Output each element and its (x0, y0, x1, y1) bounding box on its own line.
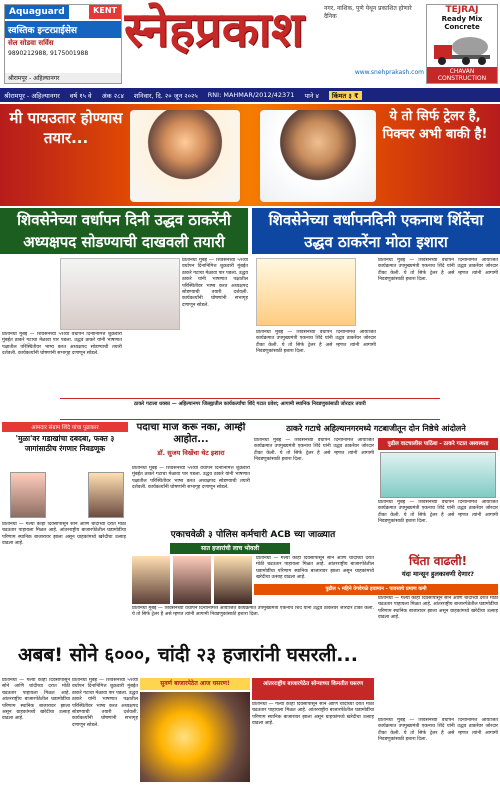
section2-mid-sub: डॉ. सुजय विखेंचा थेट इशारा (157, 449, 225, 457)
gold-photo (140, 692, 250, 782)
bottom-headline: अबब! सोने ६०००, चांदी २३ हजारांनी घसरली... (18, 644, 358, 666)
bottom-body-right: प्रतिनिधी — गेल्या काही दिवसांपासून सोने आणि चांदीच्या दरात मोठी चढउतार पाहायला मिळत आहे. आंतरराष्ट्रीय बाजारपेठेतील घडामोडींचा परिणाम स्थानिक बाजारावर झाला असून ग्राहकांमध्ये खरेदीचा उत्साह वाढला आहे. (252, 702, 374, 727)
masthead-title: स्नेहप्रकाश (124, 2, 304, 58)
bottom-body-far-right: प्रतिनिधी मुंबई — शिवसेनेच्या वर्धापन दिनानिमित्त आयोजित कार्यक्रमात उपमुख्यमंत्री एकनाथ शिंदे यांनी उद्धव ठाकरेंवर जोरदार टीका केली. ये तो सिर्फ ट्रेलर है असे म्हणत त्यांनी आगामी निवडणुकांसाठी इशारा दिला. (378, 718, 498, 743)
ad-subtitle: सेल सोडवा सर्विस (8, 39, 54, 47)
section2-left (2, 422, 128, 468)
story-right-body-a: प्रतिनिधी मुंबई — शिवसेनेच्या वर्धापन दिनानिमित्त आयोजित कार्यक्रमात उपमुख्यमंत्री एकनाथ शिंदे यांनी उद्धव ठाकरेंवर जोरदार टीका केली. ये तो सिर्फ ट्रेलर है असे म्हणत त्यांनी आगामी निवडणुकांसाठी इशारा दिला. (256, 330, 376, 355)
strip-rni: RNI: MAHMAR/2012/42371 (207, 91, 295, 99)
chinta-sub: यंदा मान्सून हुलकावणी देणार? (401, 570, 475, 578)
story-right-body-b: प्रतिनिधी मुंबई — शिवसेनेच्या वर्धापन दिनानिमित्त आयोजित कार्यक्रमात उपमुख्यमंत्री एकनाथ शिंदे यांनी उद्धव ठाकरेंवर जोरदार टीका केली. ये तो सिर्फ ट्रेलर है असे म्हणत त्यांनी आगामी निवडणुकांसाठी इशारा दिला. (378, 258, 498, 283)
ad-brand: Aquaguard (5, 5, 69, 19)
ad-right-subtitle: Ready Mix Concrete (441, 15, 483, 31)
ad-phone: 9890212988, 9175001988 (8, 50, 89, 57)
ad-right (426, 4, 498, 84)
shinde-photo (260, 110, 376, 202)
section2-right-body: प्रतिनिधी मुंबई — शिवसेनेच्या वर्धापन दिनानिमित्त आयोजित कार्यक्रमात उपमुख्यमंत्री एकनाथ शिंदे यांनी उद्धव ठाकरेंवर जोरदार टीका केली. ये तो सिर्फ ट्रेलर है असे म्हणत त्यांनी आगामी निवडणुकांसाठी इशारा दिला. (254, 438, 374, 463)
section2-right-strip: पुढील वाटचालीस पाठिंबा - ठाकरे गटात अस्वस्थता (378, 438, 498, 450)
section2-right-photo (380, 452, 496, 498)
section2-left-badge: आमदार संग्राम शिंदे यांचा पुढाकार (2, 422, 128, 432)
section2-mid-body: प्रतिनिधी मुंबई — शिवसेनेच्या ५९व्या वर्धापन दिनानिमित्त शुक्रवारी मुंबईत ठाकरे गटाचा मेळावा पार पडला. उद्धव ठाकरे यांनी भाषणात पक्षातील परिस्थितीवर भाष्य करत अध्यक्षपद सोडण्याची तयारी दर्शवली. कार्यकर्त्यांनी घोषणांनी सभागृह दणाणून सोडले. (132, 466, 250, 491)
masthead-tagline: नगर, नाशिक, पुणे येथून प्रकाशित होणारे दैनिक (324, 5, 412, 20)
strip-price: किंमत ३ ₹ (329, 91, 362, 100)
section2-left-photo (10, 472, 46, 518)
story-right-photo (256, 258, 356, 326)
acb-photos (132, 556, 252, 604)
mixer-truck-icon (427, 31, 497, 67)
acb-body: प्रतिनिधी — गेल्या काही दिवसांपासून सोने आणि चांदीच्या दरात मोठी चढउतार पाहायला मिळत आहे. आंतरराष्ट्रीय बाजारपेठेतील घडामोडींचा परिणाम स्थानिक बाजारावर झाला असून ग्राहकांमध्ये खरेदीचा उत्साह वाढला आहे. (256, 556, 374, 581)
uddhav-photo (130, 110, 240, 202)
section2-mid-title: पदाचा माज करू नका, आम्ही आहोत... (136, 422, 246, 445)
ad-title: स्वस्तिक इन्टरप्राईसेस (5, 21, 121, 38)
story-left-body-b: प्रतिनिधी मुंबई — शिवसेनेच्या ५९व्या वर्धापन दिनानिमित्त शुक्रवारी मुंबईत ठाकरे गटाचा मेळावा पार पडला. उद्धव ठाकरे यांनी भाषणात पक्षातील परिस्थितीवर भाष्य करत अध्यक्षपद सोडण्याची तयारी दर्शवली. कार्यकर्त्यांनी घोषणांनी सभागृह दणाणून सोडले. (182, 258, 248, 308)
section2-left-body: प्रतिनिधी — गेल्या काही दिवसांपासून सोने आणि चांदीच्या दरात मोठी चढउतार पाहायला मिळत आहे. आंतरराष्ट्रीय बाजारपेठेतील घडामोडींचा परिणाम स्थानिक बाजारावर झाला असून ग्राहकांमध्ये खरेदीचा उत्साह वाढला आहे. (2, 522, 126, 547)
strip-city: श्रीरामपूर - अहिल्यानगर (4, 91, 60, 100)
masthead-website[interactable]: www.snehprakash.com (354, 69, 424, 76)
acb-title: एकाचवेळी ३ पोलिस कर्मचारी ACB च्या जाळ्यात (170, 530, 336, 540)
chinta-block (378, 552, 498, 582)
chinta-body: प्रतिनिधी — गेल्या काही दिवसांपासून सोने आणि चांदीच्या दरात मोठी चढउतार पाहायला मिळत आहे. आंतरराष्ट्रीय बाजारपेठेतील घडामोडींचा परिणाम स्थानिक बाजारावर झाला असून ग्राहकांमध्ये खरेदीचा उत्साह वाढला आहे. (378, 596, 498, 621)
bottom-right-bar: आंतरराष्ट्रीय बाजारपेठेत सोन्याच्या किमतीत घसरण (252, 678, 374, 700)
section2-right-body2: प्रतिनिधी मुंबई — शिवसेनेच्या वर्धापन दिनानिमित्त आयोजित कार्यक्रमात उपमुख्यमंत्री एकनाथ शिंदे यांनी उद्धव ठाकरेंवर जोरदार टीका केली. ये तो सिर्फ ट्रेलर है असे म्हणत त्यांनी आगामी निवडणुकांसाठी इशारा दिला. (378, 500, 498, 525)
section2-left-photo2 (88, 472, 124, 518)
chinta-strip: पुढील ५ महिने वेगवेगळे हवामान - पावसाचे प्रमाण कमी (254, 584, 498, 595)
acb-body2: प्रतिनिधी मुंबई — शिवसेनेच्या वर्धापन दिनानिमित्त आयोजित कार्यक्रमात उपमुख्यमंत्री एकनाथ शिंदे यांनी उद्धव ठाकरेंवर जोरदार टीका केली. ये तो सिर्फ ट्रेलर है असे म्हणत त्यांनी आगामी निवडणुकांसाठी इशारा दिला. (132, 606, 374, 618)
gold-strip: सुवर्ण बाजारपेठेत आज घसरण! (140, 678, 250, 690)
info-strip (0, 88, 500, 102)
headline-right: शिवसेनेच्या वर्धापनदिनी एकनाथ शिंदेंचा उद्धव ठाकरेंना मोठा इशारा (252, 208, 500, 254)
top-banner (0, 104, 500, 206)
acb-sub: सात हजारांची लाच भोवली (170, 543, 290, 554)
acb-photo-2 (173, 556, 211, 604)
ad-left (4, 4, 122, 84)
strip-year: वर्ष १५ वे (69, 91, 92, 100)
section2-mid (132, 422, 250, 464)
strip-pages: पाने ४ (304, 91, 319, 100)
strip-date: शनिवार, दि. २० जून २०२५ (133, 91, 198, 100)
banner-right-quote: ये तो सिर्फ ट्रेलर है, पिक्चर अभी बाकी है! (382, 109, 488, 142)
ad-right-title: TEJRAJ (445, 5, 479, 15)
acb-photo-1 (132, 556, 170, 604)
bottom-headline-wrap (2, 636, 374, 676)
story-left-body-a: प्रतिनिधी मुंबई — शिवसेनेच्या ५९व्या वर्धापन दिनानिमित्त शुक्रवारी मुंबईत ठाकरे गटाचा मेळावा पार पडला. उद्धव ठाकरे यांनी भाषणात पक्षातील परिस्थितीवर भाष्य करत अध्यक्षपद सोडण्याची तयारी दर्शवली. कार्यकर्त्यांनी घोषणांनी सभागृह दणाणून सोडले. (2, 332, 122, 357)
banner-left-quote: मी पायउतार होण्यास तयार... (9, 109, 123, 147)
bottom-body-left: प्रतिनिधी — गेल्या काही दिवसांपासून सोने आणि चांदीच्या दरात मोठी चढउतार पाहायला मिळत आहे. आंतरराष्ट्रीय बाजारपेठेतील घडामोडींचा परिणाम स्थानिक बाजारावर झाला असून ग्राहकांमध्ये खरेदीचा उत्साह वाढला आहे. (2, 678, 70, 722)
acb-photo-3 (214, 556, 252, 604)
ad-brand2: KENT (89, 5, 121, 19)
bottom-body-left2: प्रतिनिधी मुंबई — शिवसेनेच्या ५९व्या वर्धापन दिनानिमित्त शुक्रवारी मुंबईत ठाकरे गटाचा मेळावा पार पडला. उद्धव ठाकरे यांनी भाषणात पक्षातील परिस्थितीवर भाष्य करत अध्यक्षपद सोडण्याची तयारी दर्शवली. कार्यकर्त्यांनी घोषणांनी सभागृह दणाणून सोडले. (72, 678, 138, 728)
strip-issue: अंक २८४ (101, 91, 124, 100)
ad-right-sub2: CHAVAN CONSTRUCTION (427, 67, 497, 83)
mid-strip: ठाकरे गटाला धक्का — अहिल्यानगर जिल्ह्यातील कार्यकर्त्यांचा शिंदे गटात प्रवेश; आगामी स्थानिक निवडणुकांसाठी जोरदार तयारी (60, 398, 440, 420)
section2-right-title: ठाकरे गटाचे अहिल्यानगरमध्ये गटबाजीतून दोन निष्ठेचे आंदोलने (286, 424, 466, 433)
masthead (124, 2, 424, 78)
chinta-title: चिंता वाढली! (408, 554, 468, 568)
headline-left: शिवसेनेच्या वर्धापन दिनी उद्धव ठाकरेंनी अध्यक्षपद सोडण्याची दाखवली तयारी (0, 208, 248, 254)
section2-left-title: 'मुळा'वर गडाखांचा दबदबा, फक्त ३ जागांसाठीच रंगणार निवडणूक (15, 434, 115, 453)
ad-location: श्रीरामपूर - अहिल्यानगर (5, 73, 121, 83)
